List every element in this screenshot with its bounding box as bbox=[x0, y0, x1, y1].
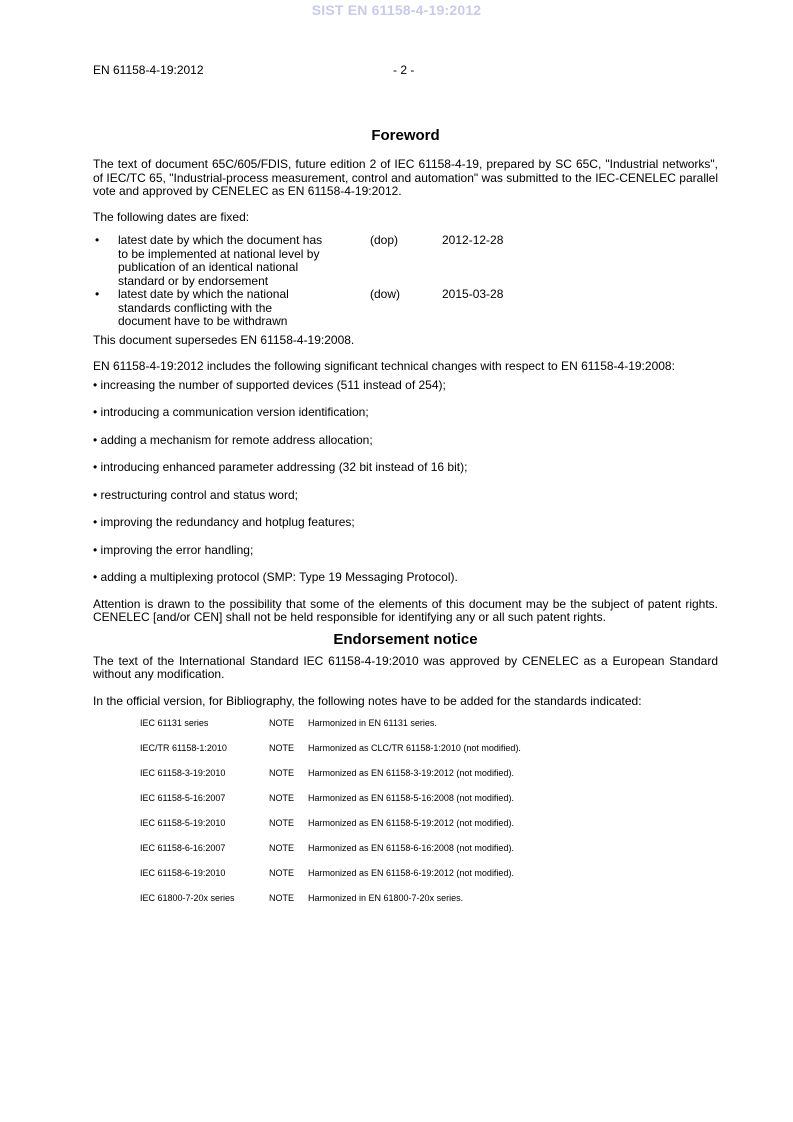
note-standard: IEC 61131 series bbox=[140, 718, 209, 728]
note-text: Harmonized as EN 61158-5-19:2012 (not modified). bbox=[308, 818, 514, 828]
note-row bbox=[140, 718, 718, 743]
header-doc-id: EN 61158-4-19:2012 bbox=[93, 63, 204, 77]
date-value: 2015-03-28 bbox=[442, 287, 504, 301]
note-label: NOTE bbox=[269, 793, 295, 803]
note-standard: IEC 61158-6-16:2007 bbox=[140, 843, 226, 853]
date-description-line: latest date by which the national bbox=[118, 287, 289, 301]
note-row bbox=[140, 868, 718, 893]
bullet: • bbox=[95, 287, 100, 301]
note-text: Harmonized as EN 61158-5-16:2008 (not modified). bbox=[308, 793, 514, 803]
supersedes-text: This document supersedes EN 61158-4-19:2008. bbox=[93, 332, 355, 347]
date-description-line: latest date by which the document has bbox=[118, 233, 323, 247]
note-label: NOTE bbox=[269, 893, 295, 903]
note-text: Harmonized in EN 61800-7-20x series. bbox=[308, 893, 464, 903]
date-code: (dop) bbox=[370, 233, 399, 247]
endorsement-text: The text of the International Standard IEC 61158-4-19:2010 was approved by CENELEC as a European Standard without any modification. bbox=[93, 653, 718, 681]
note-text: Harmonized as EN 61158-3-19:2012 (not modified). bbox=[308, 768, 514, 778]
date-description-line: publication of an identical national bbox=[118, 260, 299, 274]
note-standard: IEC 61158-3-19:2010 bbox=[140, 768, 226, 778]
note-standard: IEC/TR 61158-1:2010 bbox=[140, 743, 227, 753]
note-label: NOTE bbox=[269, 818, 295, 828]
bibliography-notes bbox=[140, 718, 718, 918]
note-label: NOTE bbox=[269, 843, 295, 853]
dates-list bbox=[93, 234, 718, 329]
note-label: NOTE bbox=[269, 718, 295, 728]
change-item: • introducing enhanced parameter addressing (32 bit instead of 16 bit); bbox=[93, 460, 468, 474]
changes-intro: EN 61158-4-19:2012 includes the following significant technical changes with respect to EN 61158-4-19:2008: bbox=[93, 359, 675, 373]
date-description bbox=[118, 234, 370, 288]
watermark: SIST EN 61158-4-19:2012 bbox=[311, 2, 482, 18]
date-row-dow bbox=[93, 288, 718, 329]
note-row bbox=[140, 893, 718, 918]
note-standard: IEC 61158-5-19:2010 bbox=[140, 818, 226, 828]
header-page-number: - 2 - bbox=[393, 63, 415, 77]
date-description-line: standard or by endorsement bbox=[118, 273, 269, 288]
note-text: Harmonized as EN 61158-6-19:2012 (not modified). bbox=[308, 868, 514, 878]
change-item: • restructuring control and status word; bbox=[93, 487, 298, 502]
note-text: Harmonized as CLC/TR 61158-1:2010 (not modified). bbox=[308, 743, 521, 753]
patent-notice: Attention is drawn to the possibility that some of the elements of this document may be the subject of patent rights. CENELEC [and/or CEN] shall not be held responsible for identifying any or all such patent rights. bbox=[93, 596, 718, 624]
note-row bbox=[140, 843, 718, 868]
note-label: NOTE bbox=[269, 868, 295, 878]
date-code: (dow) bbox=[370, 287, 401, 301]
change-item: • adding a multiplexing protocol (SMP: Type 19 Messaging Protocol). bbox=[93, 570, 458, 584]
date-description-line: to be implemented at national level by bbox=[118, 246, 320, 261]
date-description-line: standards conflicting with the bbox=[118, 300, 273, 315]
note-text: Harmonized as EN 61158-6-16:2008 (not modified). bbox=[308, 843, 514, 853]
bibliography-intro: In the official version, for Bibliography, the following notes have to be added for the standards indicated: bbox=[93, 693, 642, 708]
endorsement-title: Endorsement notice bbox=[333, 630, 478, 648]
note-standard: IEC 61158-5-16:2007 bbox=[140, 793, 226, 803]
note-standard: IEC 61800-7-20x series bbox=[140, 893, 235, 903]
date-value: 2012-12-28 bbox=[442, 233, 504, 247]
change-item: • introducing a communication version identification; bbox=[93, 405, 369, 419]
date-row-dop bbox=[93, 234, 718, 288]
note-row bbox=[140, 768, 718, 793]
note-standard: IEC 61158-6-19:2010 bbox=[140, 868, 226, 878]
change-item: • increasing the number of supported devices (511 instead of 254); bbox=[93, 377, 446, 392]
dates-intro: The following dates are fixed: bbox=[93, 209, 250, 224]
note-label: NOTE bbox=[269, 743, 295, 753]
change-item: • improving the error handling; bbox=[93, 542, 254, 557]
change-item: • adding a mechanism for remote address allocation; bbox=[93, 432, 373, 447]
note-text: Harmonized in EN 61131 series. bbox=[308, 718, 437, 728]
page-body bbox=[93, 127, 718, 918]
note-row bbox=[140, 743, 718, 768]
note-row bbox=[140, 793, 718, 818]
foreword-title: Foreword bbox=[371, 127, 440, 144]
bullet: • bbox=[95, 233, 100, 247]
date-description-line: document have to be withdrawn bbox=[118, 314, 288, 328]
note-label: NOTE bbox=[269, 768, 295, 778]
change-item: • improving the redundancy and hotplug features; bbox=[93, 515, 355, 529]
note-row bbox=[140, 818, 718, 843]
foreword-intro: The text of document 65C/605/FDIS, future edition 2 of IEC 61158-4-19, prepared by SC 65C, "Industrial networks", of IEC/TC 65, "Industrial-process measurement, control and automation" was submitted to the IEC-CENELEC parallel vote and approved by CENELEC as EN 61158-4-19:2012. bbox=[93, 157, 718, 198]
date-description bbox=[118, 288, 370, 329]
